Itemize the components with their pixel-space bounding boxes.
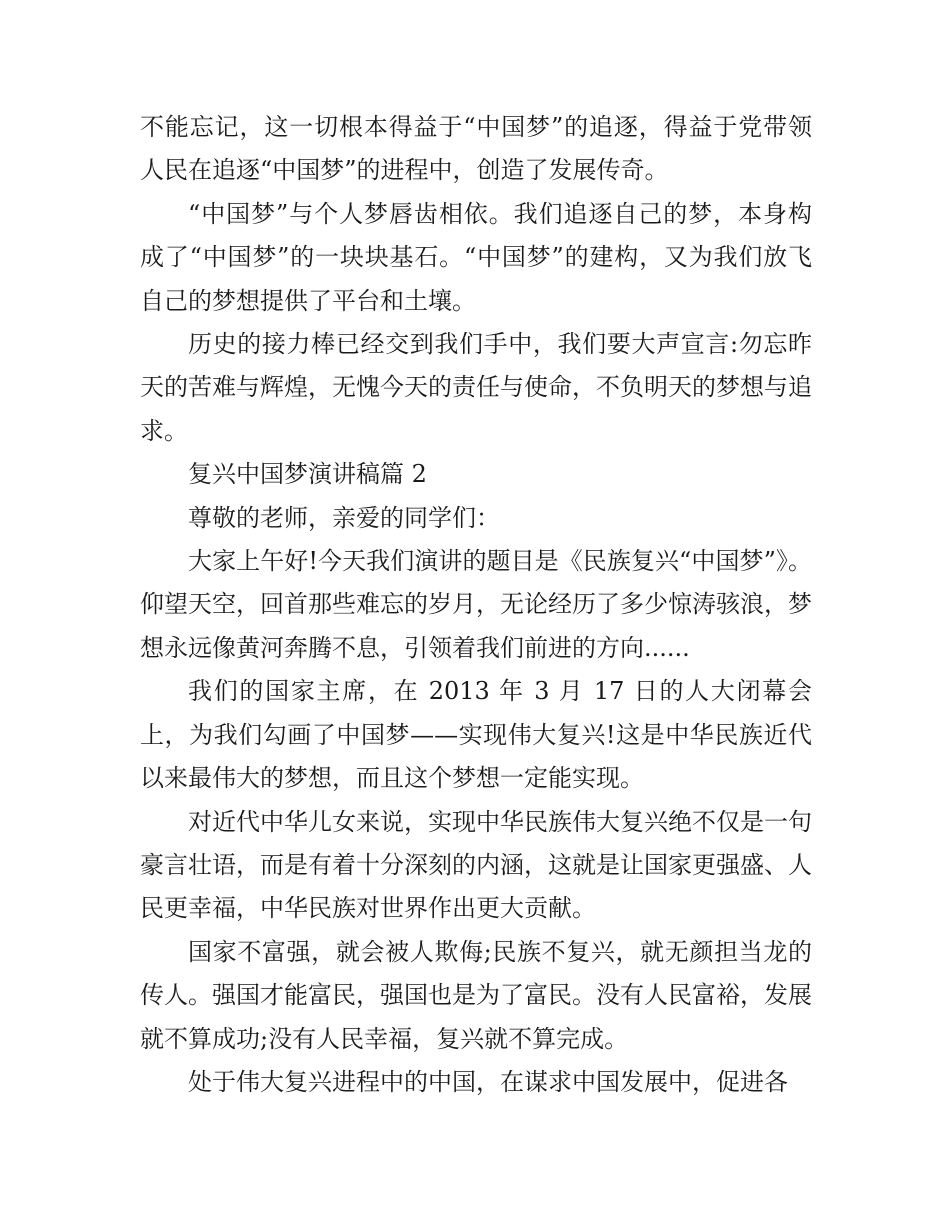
paragraph: 国家不富强，就会被人欺侮;民族不复兴，就无颜担当龙的传人。强国才能富民，强国也是为了富民。没有人民富裕，发展就不算成功;没有人民幸福，复兴就不算完成。 [140, 937, 812, 1053]
paragraph: 处于伟大复兴进程中的中国，在谋求中国发展中，促进各 [188, 1067, 788, 1096]
salutation: 尊敬的老师，亲爱的同学们： [188, 503, 500, 532]
paragraph: 历史的接力棒已经交到我们手中，我们要大声宣言:勿忘昨天的苦难与辉煌，无愧今天的责任与使命，不负明天的梦想与追求。 [140, 330, 812, 445]
paragraph: 大家上午好!今天我们演讲的题目是《民族复兴“中国梦”》。 仰望天空，回首那些难忘的岁月，无论经历了多少惊涛骇浪，梦想永远像黄河奔腾不息，引领着我们前进的方向...... [140, 547, 812, 662]
paragraph: 对近代中华儿女来说，实现中华民族伟大复兴绝不仅是一句豪言壮语，而是有着十分深刻的内涵，这就是让国家更强盛、人民更幸福，中华民族对世界作出更大贡献。 [140, 807, 812, 923]
paragraph: “中国梦”与个人梦唇齿相依。我们追逐自己的梦，本身构成了“中国梦”的一块块基石。“中国梦”的建构，又为我们放飞自己的梦想提供了平台和土壤。 [140, 199, 812, 315]
body-text [140, 106, 812, 1104]
paragraph: 我们的国家主席，在 2013 年 3 月 17 日的人大闭幕会上，为我们勾画了中国梦——实现伟大复兴!这是中华民族近代以来最伟大的梦想，而且这个梦想一定能实现。 [140, 677, 812, 793]
section-heading: 复兴中国梦演讲稿篇 2 [188, 460, 427, 489]
paragraph: 不能忘记，这一切根本得益于“中国梦”的追逐，得益于党带领人民在追逐“中国梦”的进程中，创造了发展传奇。 [140, 113, 812, 185]
